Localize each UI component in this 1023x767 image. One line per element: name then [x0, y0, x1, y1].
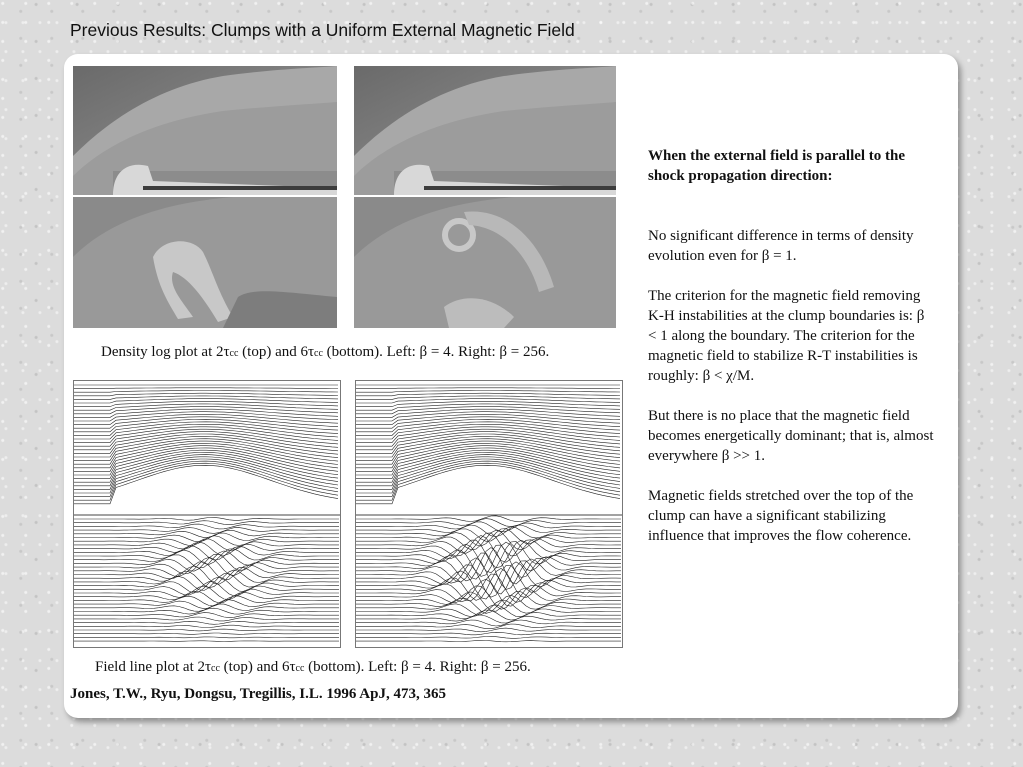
reference-citation: Jones, T.W., Ryu, Dongsu, Tregillis, I.L. 1996 ApJ, 473, 365 [70, 686, 446, 702]
field-caption-prefix: Field line plot at 2τ [95, 659, 212, 675]
fieldline-plot-left [73, 380, 341, 648]
text-heading: When the external field is parallel to the shock propagation direction: [648, 148, 906, 184]
text-paragraph-2: The criterion for the magnetic field removing K-H instabilities at the clump boundaries is: β < 1 along the boundary. The criterion for the magnetic field to stabilize R-T instabilities is roughly: β < χ/M. [648, 288, 925, 384]
text-paragraph-4: Magnetic fields stretched over the top of the clump can have a significant stabilizing influence that improves the flow coherence. [648, 488, 914, 544]
density-caption-prefix: Density log plot at 2τ [101, 344, 230, 360]
density-plot-right-bottom [354, 197, 616, 328]
field-caption-sub2: cc [295, 663, 305, 674]
field-caption [95, 659, 531, 676]
field-caption-mid: (top) and 6τ [219, 659, 296, 675]
density-caption-sub2: cc [314, 348, 323, 359]
density-caption [101, 344, 549, 361]
density-plot-left-top [73, 66, 337, 195]
field-caption-sub1: cc [211, 663, 220, 674]
text-paragraph-1: No significant difference in terms of density evolution even for β = 1. [648, 228, 914, 264]
density-caption-sub1: cc [229, 348, 239, 359]
slide-title: Previous Results: Clumps with a Uniform External Magnetic Field [70, 20, 575, 40]
fieldline-plot-right [355, 380, 623, 648]
field-caption-suffix: (bottom). Left: β = 4. Right: β = 256. [304, 659, 531, 675]
density-caption-suffix: (bottom). Left: β = 4. Right: β = 256. [322, 344, 550, 360]
density-plot-left-bottom [73, 197, 337, 328]
density-caption-mid: (top) and 6τ [238, 344, 315, 360]
density-plot-right-top [354, 66, 616, 195]
text-paragraph-3: But there is no place that the magnetic field becomes energetically dominant; that is, almost everywhere β >> 1. [648, 408, 934, 464]
body-text [648, 146, 936, 566]
